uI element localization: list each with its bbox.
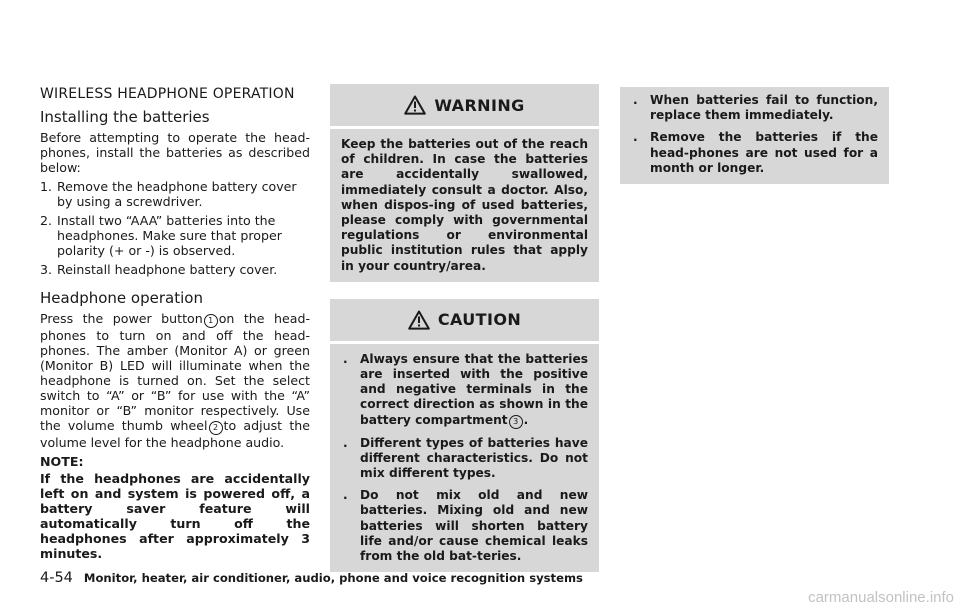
callout-1-icon: 1 — [204, 314, 218, 328]
caution-body — [330, 344, 599, 572]
callout-3-icon: 3 — [509, 415, 523, 429]
bullet: . — [633, 130, 638, 145]
callout-2-icon: 2 — [209, 421, 223, 435]
operation-text-part: on the head-phones to turn on and off the head-phones. The amber (Monitor A) or green (Monitor B) LED will illuminate when the headphone is turned on. Set the select switch to “A” or “B” for use with the “A” monitor or “B” monitor respectively. Use the volume thumb wheel — [40, 311, 310, 433]
step-item — [40, 179, 310, 209]
step-item — [40, 262, 310, 277]
step-text: Reinstall headphone battery cover. — [57, 262, 278, 277]
step-item — [40, 213, 310, 258]
install-title: Installing the batteries — [40, 108, 210, 126]
operation-text — [40, 311, 310, 450]
section-title: WIRELESS HEADPHONE OPERATION — [40, 86, 295, 102]
operation-text-part: to adjust the volume level for the headphone audio. — [40, 418, 310, 450]
watermark: carmanualsonline.info — [808, 589, 954, 606]
note-text: If the headphones are accidentally left on and system is powered off, a battery saver feature will automatically turn off the headphones after approximately 3 minutes. — [40, 471, 310, 561]
caution-text: Different types of batteries have different characteristics. Do not mix different types. — [360, 435, 588, 481]
step-number: 1. — [40, 179, 53, 194]
warning-text: Keep the batteries out of the reach of children. In case the batteries are accidentally swallowed, immediately consult a doctor. Also, when dispos-ing of used batteries, please comply with governmental regulations or environmental public institution rules that apply in your country/area. — [341, 137, 588, 273]
caution-title: CAUTION — [437, 310, 522, 330]
caution-header — [330, 299, 599, 341]
install-steps — [40, 179, 310, 277]
list-item — [341, 488, 588, 564]
list-item — [341, 436, 588, 482]
list-item — [341, 352, 588, 429]
caution-text: . — [523, 412, 529, 427]
operation-title: Headphone operation — [40, 289, 203, 307]
chapter-title: Monitor, heater, air conditioner, audio, phone and voice recognition systems — [83, 571, 583, 585]
operation-text-part: Press the power button — [40, 311, 203, 326]
caution-text: When batteries fail to function, replace them immediately. — [650, 93, 878, 123]
left-column — [40, 84, 310, 561]
install-intro: Before attempting to operate the head-phones, install the batteries as described below: — [40, 130, 310, 175]
bullet: . — [343, 488, 348, 503]
continued-caution-list — [631, 93, 878, 176]
caution-list — [341, 352, 588, 564]
right-column — [620, 84, 889, 184]
bullet: . — [343, 351, 348, 366]
continued-caution-body — [620, 87, 889, 184]
page-number: 4-54 — [40, 570, 73, 586]
bullet: . — [343, 435, 348, 450]
list-item — [631, 130, 878, 176]
warning-triangle-icon — [408, 310, 430, 330]
warning-header — [330, 84, 599, 126]
page-footer — [40, 570, 583, 586]
step-text: Remove the headphone battery cover by using a screwdriver. — [57, 179, 297, 209]
caution-text: Always ensure that the batteries are inserted with the positive and negative terminals in the correct direction as shown in the battery compartment — [360, 351, 588, 427]
caution-text: Remove the batteries if the head-phones are not used for a month or longer. — [650, 130, 878, 175]
caution-text: Do not mix old and new batteries. Mixing old and new batteries will shorten battery life and/or cause chemical leaks from the old bat-teries. — [360, 488, 588, 564]
middle-column — [330, 84, 599, 572]
warning-title: WARNING — [434, 95, 525, 115]
bullet: . — [633, 93, 638, 107]
warning-body — [330, 129, 599, 282]
note-label: NOTE: — [40, 454, 84, 469]
warning-triangle-icon — [404, 95, 426, 115]
step-number: 2. — [40, 213, 53, 228]
list-item — [631, 93, 878, 123]
step-number: 3. — [40, 262, 53, 277]
step-text: Install two “AAA” batteries into the headphones. Make sure that proper polarity (+ or -) is observed. — [57, 213, 282, 258]
